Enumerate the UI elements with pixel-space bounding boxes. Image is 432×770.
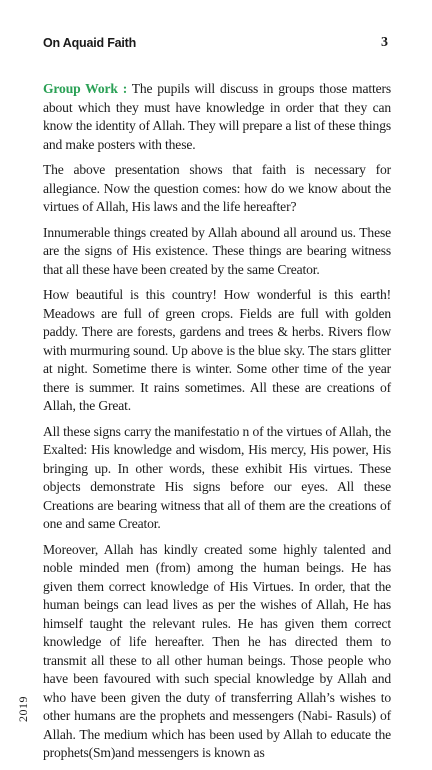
paragraph: Innumerable things created by Allah abound all around us. These are the signs of His existence. These things are bearing witness that all these have been created by the same Creator. (43, 224, 391, 277)
page-header (43, 34, 388, 52)
body-text (43, 80, 391, 770)
page-number: 3 (381, 35, 388, 50)
group-work-paragraph (43, 80, 391, 154)
chapter-title: On Aquaid Faith (43, 36, 137, 50)
side-year-label: 2019 (16, 696, 30, 722)
group-work-text: The pupils will discuss in groups those matters about which they must have knowledge in order that they can know the identity of Allah. They will prepare a list of these things and make posters with these. (43, 81, 391, 152)
paragraph: All these signs carry the manifestatio n of the virtues of Allah, the Exalted: His knowledge and wisdom, His mercy, His power, His bringing up. In other words, these exhibit His virtues. These objects demonstrate His signs before our eyes. All these Creations are bearing witness that all of them are the creations of one and same Creator. (43, 423, 391, 531)
paragraph: Moreover, Allah has kindly created some highly talented and noble minded men (from) among the human beings. He has given them correct knowledge of His Virtues. In order, that the human beings can lead lives as per the wishes of Allah, He has himself taught the relevant rules. He has given them correct knowledge of life hereafter. Then he has directed them to transmit all these to all other human beings. Those people who have been favoured with such special knowledge by Allah and who have been given the duty of transferring Allah’s wishes to other humans are the prophets and messengers (Nabi- Rasuls) of Allah. The medium which has been used by Allah to educate the prophets(Sm)and messengers is known as (43, 541, 391, 760)
paragraph: The above presentation shows that faith is necessary for allegiance. Now the question comes: how do we know about the virtues of Allah, His laws and the life hereafter? (43, 162, 391, 214)
group-work-label: Group Work : (43, 81, 128, 96)
paragraph: How beautiful is this country! How wonderful is this earth! Meadows are full of green crops. Fields are full with golden paddy. There are forests, gardens and trees & herbs. Rivers flow with murmuring sound. Up above is the blue sky. The stars glitter at night. Sometime there is winter. Some other time of the year there is summer. It rains sometimes. All these are creations of Allah, the Great. (43, 287, 391, 413)
